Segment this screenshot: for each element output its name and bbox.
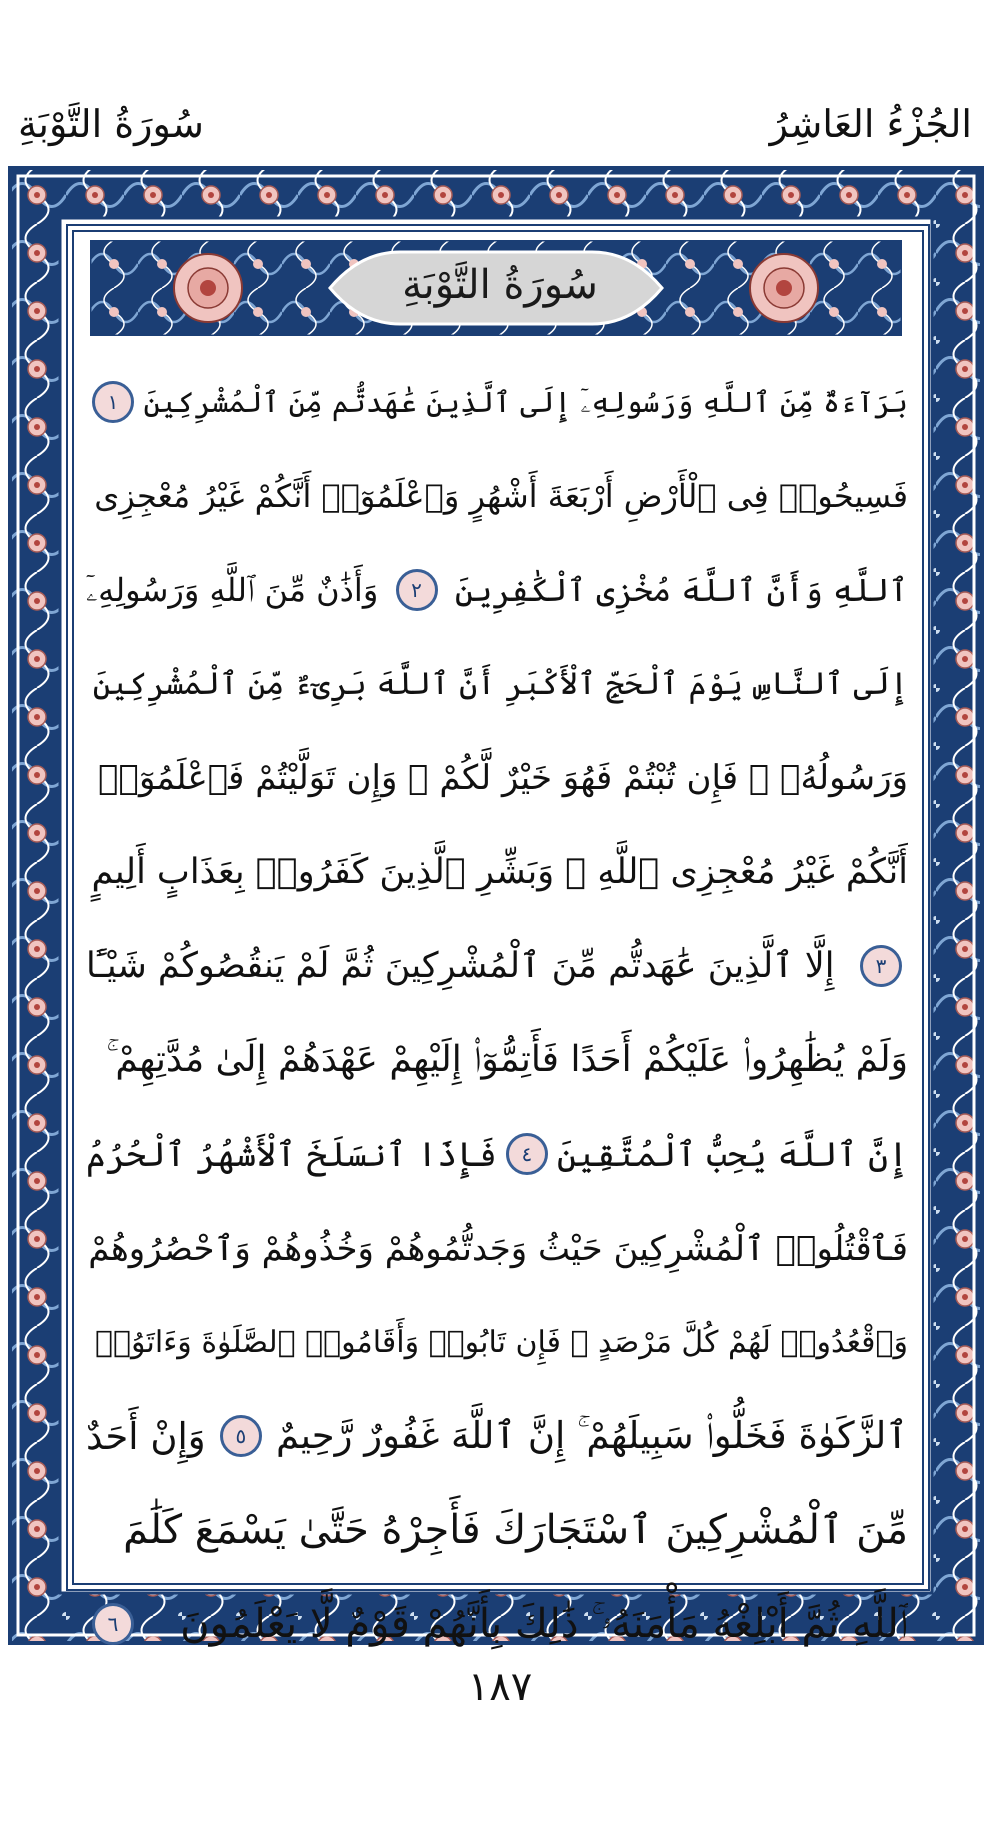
verse-text: فَسِيحُوا۟ فِى ٱلْأَرْضِ أَرْبَعَةَ أَشْهُرٍ وَٱعْلَمُوٓا۟ أَنَّكُمْ غَيْرُ مُعْجِزِى bbox=[94, 477, 908, 515]
verse-text: أَنَّكُمْ غَيْرُ مُعْجِزِى ٱللَّهِ ۗ وَبَشِّرِ ٱلَّذِينَ كَفَرُوا۟ بِعَذَابٍ أَلِيمٍ bbox=[91, 852, 908, 892]
ayah-marker-icon: ١ bbox=[92, 381, 134, 423]
juz-label: الجُزْءُ العَاشِرُ bbox=[769, 102, 972, 146]
verse-line bbox=[86, 1577, 908, 1671]
verse-line bbox=[86, 355, 908, 449]
verse-line bbox=[86, 825, 908, 919]
verse-text: وَٱقْعُدُوا۟ لَهُمْ كُلَّ مَرْصَدٍ ۚ فَإِن تَابُوا۟ وَأَقَامُوا۟ ٱلصَّلَوٰةَ وَءَاتَوُا۟ bbox=[95, 1324, 908, 1360]
verse-text: إِلَى ٱلنَّاسِ يَوْمَ ٱلْحَجِّ ٱلْأَكْبَرِ أَنَّ ٱللَّهَ بَرِىٓءٌ مِّنَ ٱلْمُشْرِكِينَ bbox=[92, 666, 908, 702]
ayah-marker-icon: ٢ bbox=[396, 569, 438, 611]
verse-line bbox=[86, 1107, 908, 1201]
ayah-marker-icon: ٦ bbox=[92, 1603, 134, 1645]
ayah-marker-icon: ٣ bbox=[860, 945, 902, 987]
ayah-marker-icon: ٤ bbox=[506, 1133, 548, 1175]
verse-line bbox=[86, 1389, 908, 1483]
verse-text: إِلَّا ٱلَّذِينَ عَٰهَدتُّم مِّنَ ٱلْمُشْرِكِينَ ثُمَّ لَمْ يَنقُصُوكُمْ شَيْـًٔا bbox=[86, 946, 835, 986]
verse-text: ٱللَّهِ ثُمَّ أَبْلِغْهُ مَأْمَنَهُۥ ۚ ذَٰلِكَ بِأَنَّهُمْ قَوْمٌ لَّا يَعْلَمُونَ bbox=[180, 1601, 908, 1647]
verse-line bbox=[86, 919, 908, 1013]
page-header bbox=[0, 0, 1000, 150]
verse-text: وَلَمْ يُظَٰهِرُوا۟ عَلَيْكُمْ أَحَدًا فَأَتِمُّوٓا۟ إِلَيْهِمْ عَهْدَهُمْ إِلَىٰ مُدَّتِهِمْ ۚ bbox=[106, 1039, 908, 1080]
verse-line bbox=[86, 731, 908, 825]
verse-text: إِنَّ ٱللَّهَ يُحِبُّ ٱلْمُتَّقِينَ bbox=[556, 1134, 908, 1175]
verse-text: وَإِنْ أَحَدٌ bbox=[86, 1414, 206, 1458]
verse-line bbox=[86, 543, 908, 637]
verse-text: ٱللَّهِ وَأَنَّ ٱللَّهَ مُخْزِى ٱلْكَٰفِرِينَ bbox=[454, 571, 908, 609]
verse-text: بَرَآءَةٌ مِّنَ ٱللَّهِ وَرَسُولِهِۦٓ إِلَى ٱلَّذِينَ عَٰهَدتُّم مِّنَ ٱلْمُشْرِكِينَ bbox=[143, 384, 908, 419]
rosette-right-icon bbox=[750, 254, 818, 322]
verse-line bbox=[86, 1201, 908, 1295]
verse-text: ٱلزَّكَوٰةَ فَخَلُّوا۟ سَبِيلَهُمْ ۚ إِنَّ ٱللَّهَ غَفُورٌ رَّحِيمٌ bbox=[275, 1414, 908, 1457]
verse-text: وَرَسُولُهُۥ ۚ فَإِن تُبْتُمْ فَهُوَ خَيْرٌ لَّكُمْ ۖ وَإِن تَوَلَّيْتُمْ فَٱعْلَمُوٓا۟ bbox=[98, 758, 908, 798]
verse-line bbox=[86, 1295, 908, 1389]
page-number: ١٨٧ bbox=[467, 1664, 533, 1710]
verse-line bbox=[86, 449, 908, 543]
verse-line bbox=[86, 1013, 908, 1107]
verse-line bbox=[86, 637, 908, 731]
ayah-marker-icon: ٥ bbox=[220, 1415, 262, 1457]
surah-label: سُورَةُ التَّوْبَةِ bbox=[18, 102, 204, 146]
verse-text: فَٱقْتُلُوا۟ ٱلْمُشْرِكِينَ حَيْثُ وَجَدتُّمُوهُمْ وَخُذُوهُمْ وَٱحْصُرُوهُمْ bbox=[88, 1228, 908, 1269]
verse-text: وَأَذَٰنٌ مِّنَ ٱللَّهِ وَرَسُولِهِۦٓ bbox=[86, 570, 379, 609]
verse-line bbox=[86, 1483, 908, 1577]
verses-block bbox=[86, 355, 908, 1671]
rosette-left-icon bbox=[174, 254, 242, 322]
verse-text: فَإِذَا ٱنسَلَخَ ٱلْأَشْهُرُ ٱلْحُرُمُ bbox=[86, 1134, 497, 1175]
surah-title: سُورَةُ التَّوْبَةِ bbox=[402, 262, 598, 308]
verse-text: مِّنَ ٱلْمُشْرِكِينَ ٱسْتَجَارَكَ فَأَجِرْهُ حَتَّىٰ يَسْمَعَ كَلَٰمَ bbox=[123, 1507, 908, 1553]
